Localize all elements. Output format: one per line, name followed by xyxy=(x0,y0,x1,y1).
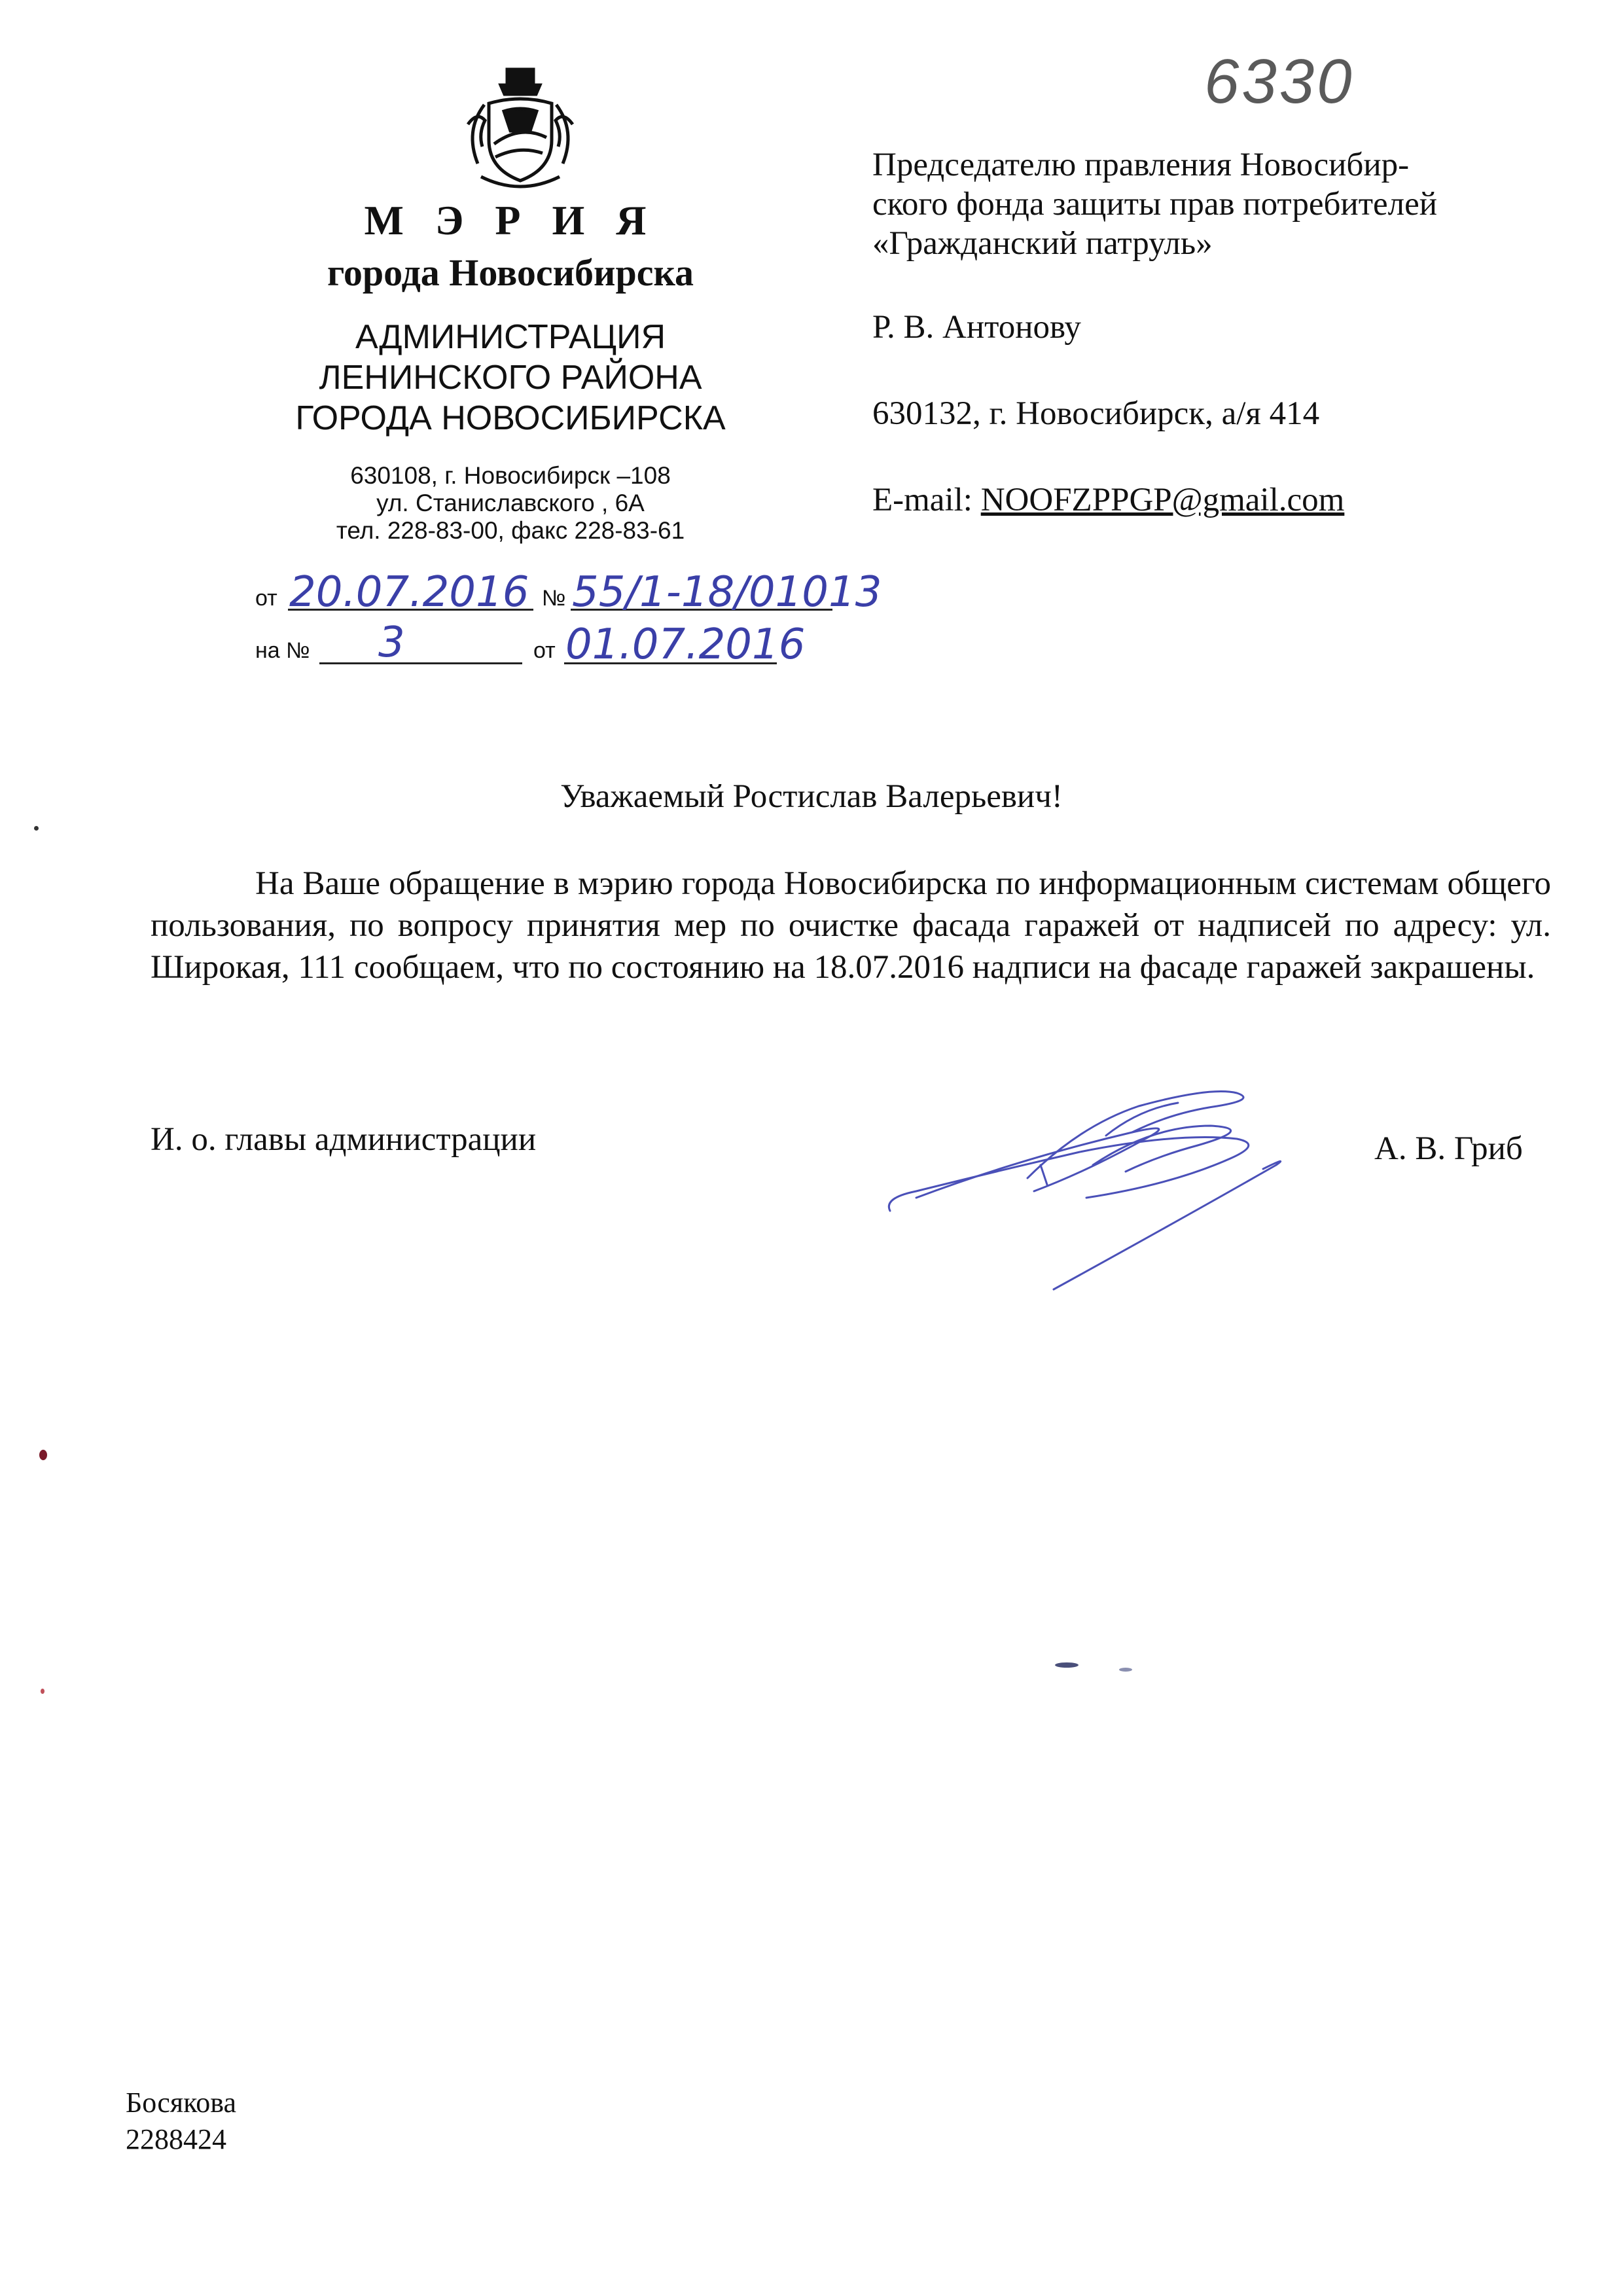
in-reply-date-label: от xyxy=(533,638,556,663)
addressee-email xyxy=(872,480,1566,520)
address-line: 630108, г. Новосибирск –108 xyxy=(350,462,671,489)
handwritten-signature xyxy=(877,1067,1296,1316)
ref-number-handwritten: 55/1-18/01013 xyxy=(572,568,882,617)
scan-speck xyxy=(1119,1668,1132,1672)
body-paragraph: На Ваше обращение в мэрию города Новосибирска по информационным системам общего пользования, по вопросу принятия мер по очистке фасада гаражей от надписей по адресу: ул. Широкая, 111 сообщаем, что по состоянию на 18.07.2016 надписи на фасаде гаражей закрашены. xyxy=(151,865,1551,986)
addressee-postal: 630132, г. Новосибирск, а/я 414 xyxy=(872,395,1320,432)
admin-line: ЛЕНИНСКОГО РАЙОНА xyxy=(319,359,702,397)
ref-number-label: № xyxy=(542,586,566,611)
in-reply-number-handwritten: 3 xyxy=(378,619,405,667)
executor-phone: 2288424 xyxy=(126,2123,226,2155)
executor-info xyxy=(126,2085,236,2158)
signatory-title: И. о. главы администрации xyxy=(151,1121,537,1158)
addressee-line: Председателю правления Новосибир- xyxy=(872,147,1410,183)
in-reply-number-label: на № xyxy=(255,638,310,663)
admin-line: АДМИНИСТРАЦИЯ xyxy=(355,318,666,356)
addressee-block xyxy=(872,145,1566,520)
email-link[interactable]: NOOFZPPGP@gmail.com xyxy=(980,482,1345,518)
addressee-line: ского фонда защиты прав потребителей xyxy=(872,186,1438,223)
scan-speck xyxy=(34,826,39,831)
scan-speck xyxy=(1055,1662,1079,1668)
scan-speck xyxy=(39,1450,47,1460)
address-line: тел. 228-83-00, факс 228-83-61 xyxy=(336,517,685,544)
greeting: Уважаемый Ростислав Валерьевич! xyxy=(560,778,1063,815)
address-line: ул. Станиславского , 6А xyxy=(376,490,645,516)
addressee-line: «Гражданский патруль» xyxy=(872,225,1213,262)
incoming-registration-number: 6330 xyxy=(1204,46,1355,117)
executor-name: Босякова xyxy=(126,2087,236,2119)
mayoralty-title: М Э Р И Я xyxy=(364,197,657,243)
letter-body xyxy=(151,863,1551,988)
city-coat-of-arms-icon xyxy=(455,65,586,196)
email-label: E-mail: xyxy=(872,482,981,518)
admin-line: ГОРОДА НОВОСИБИРСКА xyxy=(295,399,726,437)
sender-address xyxy=(249,462,772,545)
ref-date-handwritten: 20.07.2016 xyxy=(289,568,529,617)
in-reply-date-handwritten: 01.07.2016 xyxy=(565,620,806,669)
addressee-name: Р. В. Антонову xyxy=(872,309,1081,346)
administration-name xyxy=(216,317,805,439)
ref-date-label: от xyxy=(255,586,277,611)
city-name: города Новосибирска xyxy=(327,251,694,294)
signatory-name: А. В. Гриб xyxy=(1374,1130,1523,1167)
in-reply-number-underline xyxy=(319,630,522,664)
scan-speck xyxy=(41,1689,45,1694)
